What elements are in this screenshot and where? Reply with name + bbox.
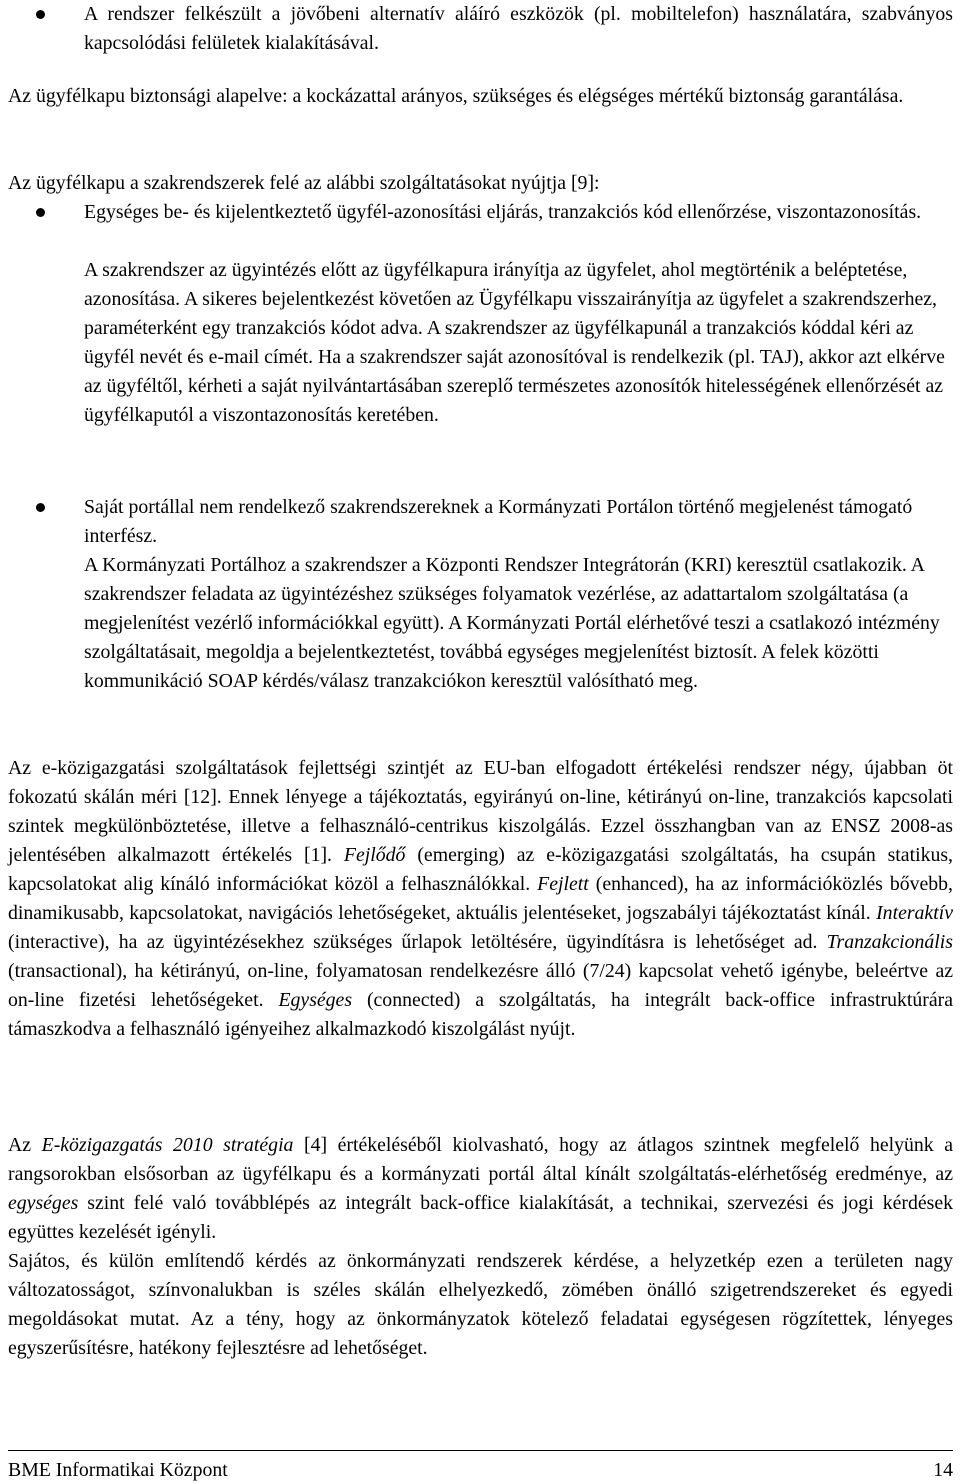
bullet-icon (36, 503, 45, 512)
service-1-heading: Egységes be- és kijelentkeztető ügyfél-azonosítási eljárás, tranzakciós kód ellenőrzése, viszontazonosítás. (84, 201, 922, 223)
bullet-item-alternative-signing: A rendszer felkészült a jövőbeni alternatív aláíró eszközök (pl. mobiltelefon) használatára, szabványos kapcsolódási felületek kialakításával. (84, 3, 953, 54)
service-2-heading: Saját portállal nem rendelkező szakrendszereknek a Kormányzati Portálon történő megjelenést támogató interfész. (84, 496, 913, 547)
services-intro: Az ügyfélkapu a szakrendszerek felé az alábbi szolgáltatásokat nyújtja [9]: (8, 172, 600, 194)
footer-organization: BME Informatikai Központ (8, 1459, 228, 1481)
page-number: 14 (933, 1459, 953, 1481)
bullet-icon (36, 208, 45, 217)
local-government-paragraph: Sajátos, és külön említendő kérdés az önkormányzati rendszerek kérdése, a helyzetkép ezen a területen nagy változatosságot, színvonalukban is széles skálán elhelyezkedő, zömében önálló szigetrendszereket és egyedi megoldásokat mutat. Az a tény, hogy az önkormányzatok kötelező feladatai egységesen rögzítettek, lényeges egyszerűsítésre, hatékony fejlesztésre ad lehetőséget. (8, 1250, 953, 1359)
bullet-icon (36, 10, 45, 19)
footer-divider (8, 1450, 953, 1451)
service-1-body: A szakrendszer az ügyintézés előtt az ügyfélkapura irányítja az ügyfelet, ahol megtörténik a beléptetése, azonosítása. A sikeres bejelentkezést követően az Ügyfélkapu visszairányítja az ügyfelet a szakrendszerhez, paraméterként egy tranzakciós kódot adva. A szakrendszer az ügyfélkapunál a tranzakciós kóddal kéri az ügyfél nevét és e-mail címét. Ha a szakrendszer saját azonosítóval is rendelkezik (pl. TAJ), akkor azt elkérve az ügyféltől, kérheti a saját nyilvántartásában szereplő természetes azonosítók hitelességének ellenőrzését az ügyfélkaputól a viszontazonosítás keretében. (84, 259, 945, 426)
security-principle-paragraph: Az ügyfélkapu biztonsági alapelve: a kockázattal arányos, szükséges és elégséges mértékű biztonság garantálása. (8, 85, 904, 107)
strategy-evaluation-paragraph: Az E-közigazgatás 2010 stratégia [4] értékeléséből kiolvasható, hogy az átlagos szintnek megfelelő helyünk a rangsorokban elsősorban az ügyfélkapu és a kormányzati portál által kínált szolgáltatás-elérhetőség eredménye, az egységes szint felé való továbblépés az integrált back-office kialakítását, a technikai, szervezési és jogi kérdések együttes kezelését igényli. (8, 1134, 953, 1243)
maturity-levels-paragraph: Az e-közigazgatási szolgáltatások fejlettségi szintjét az EU-ban elfogadott értékelési rendszer négy, újabban öt fokozatú skálán méri [12]. Ennek lényege a tájékoztatás, egyirányú on-line, kétirányú on-line, tranzakciós kapcsolati szintek megkülönböztetése, illetve a felhasználó-centrikus kiszolgálás. Ezzel összhangban van az ENSZ 2008-as jelentésében alkalmazott értékelés [1]. Fejlődő (emerging) az e-közigazgatási szolgáltatás, ha csupán statikus, kapcsolatokat alig kínáló információkat közöl a felhasználókkal. Fejlett (enhanced), ha az információközlés bővebb, dinamikusabb, kapcsolatokat, navigációs lehetőségeket, aktuális jelentéseket, jogszabályi tájékoztatást kínál. Interaktív (interactive), ha az ügyintézésekhez szükséges űrlapok letöltésére, ügyindításra is lehetőséget ad. Tranzakcionális (transactional), ha kétirányú, on-line, folyamatosan rendelkezésre álló (7/24) kapcsolat vehető igénybe, beleértve az on-line fizetési lehetőségeket. Egységes (connected) a szolgáltatás, ha integrált back-office infrastruktúrára támaszkodva a felhasználó igényeihez alkalmazkodó kiszolgálást nyújt. (8, 757, 953, 1040)
service-2-body: A Kormányzati Portálhoz a szakrendszer a Központi Rendszer Integrátorán (KRI) keresztül csatlakozik. A szakrendszer feladata az ügyintézéshez szükséges folyamatok vezérlése, az adattartalom szolgáltatása (a megjelenítést vezérlő információkkal együtt). A Kormányzati Portál elérhetővé teszi a csatlakozó intézmény szolgáltatásait, megoldja a bejelentkeztetést, továbbá egységes megjelenítést biztosít. A felek közötti kommunikáció SOAP kérdés/válasz tranzakciókon keresztül valósítható meg. (84, 554, 940, 692)
